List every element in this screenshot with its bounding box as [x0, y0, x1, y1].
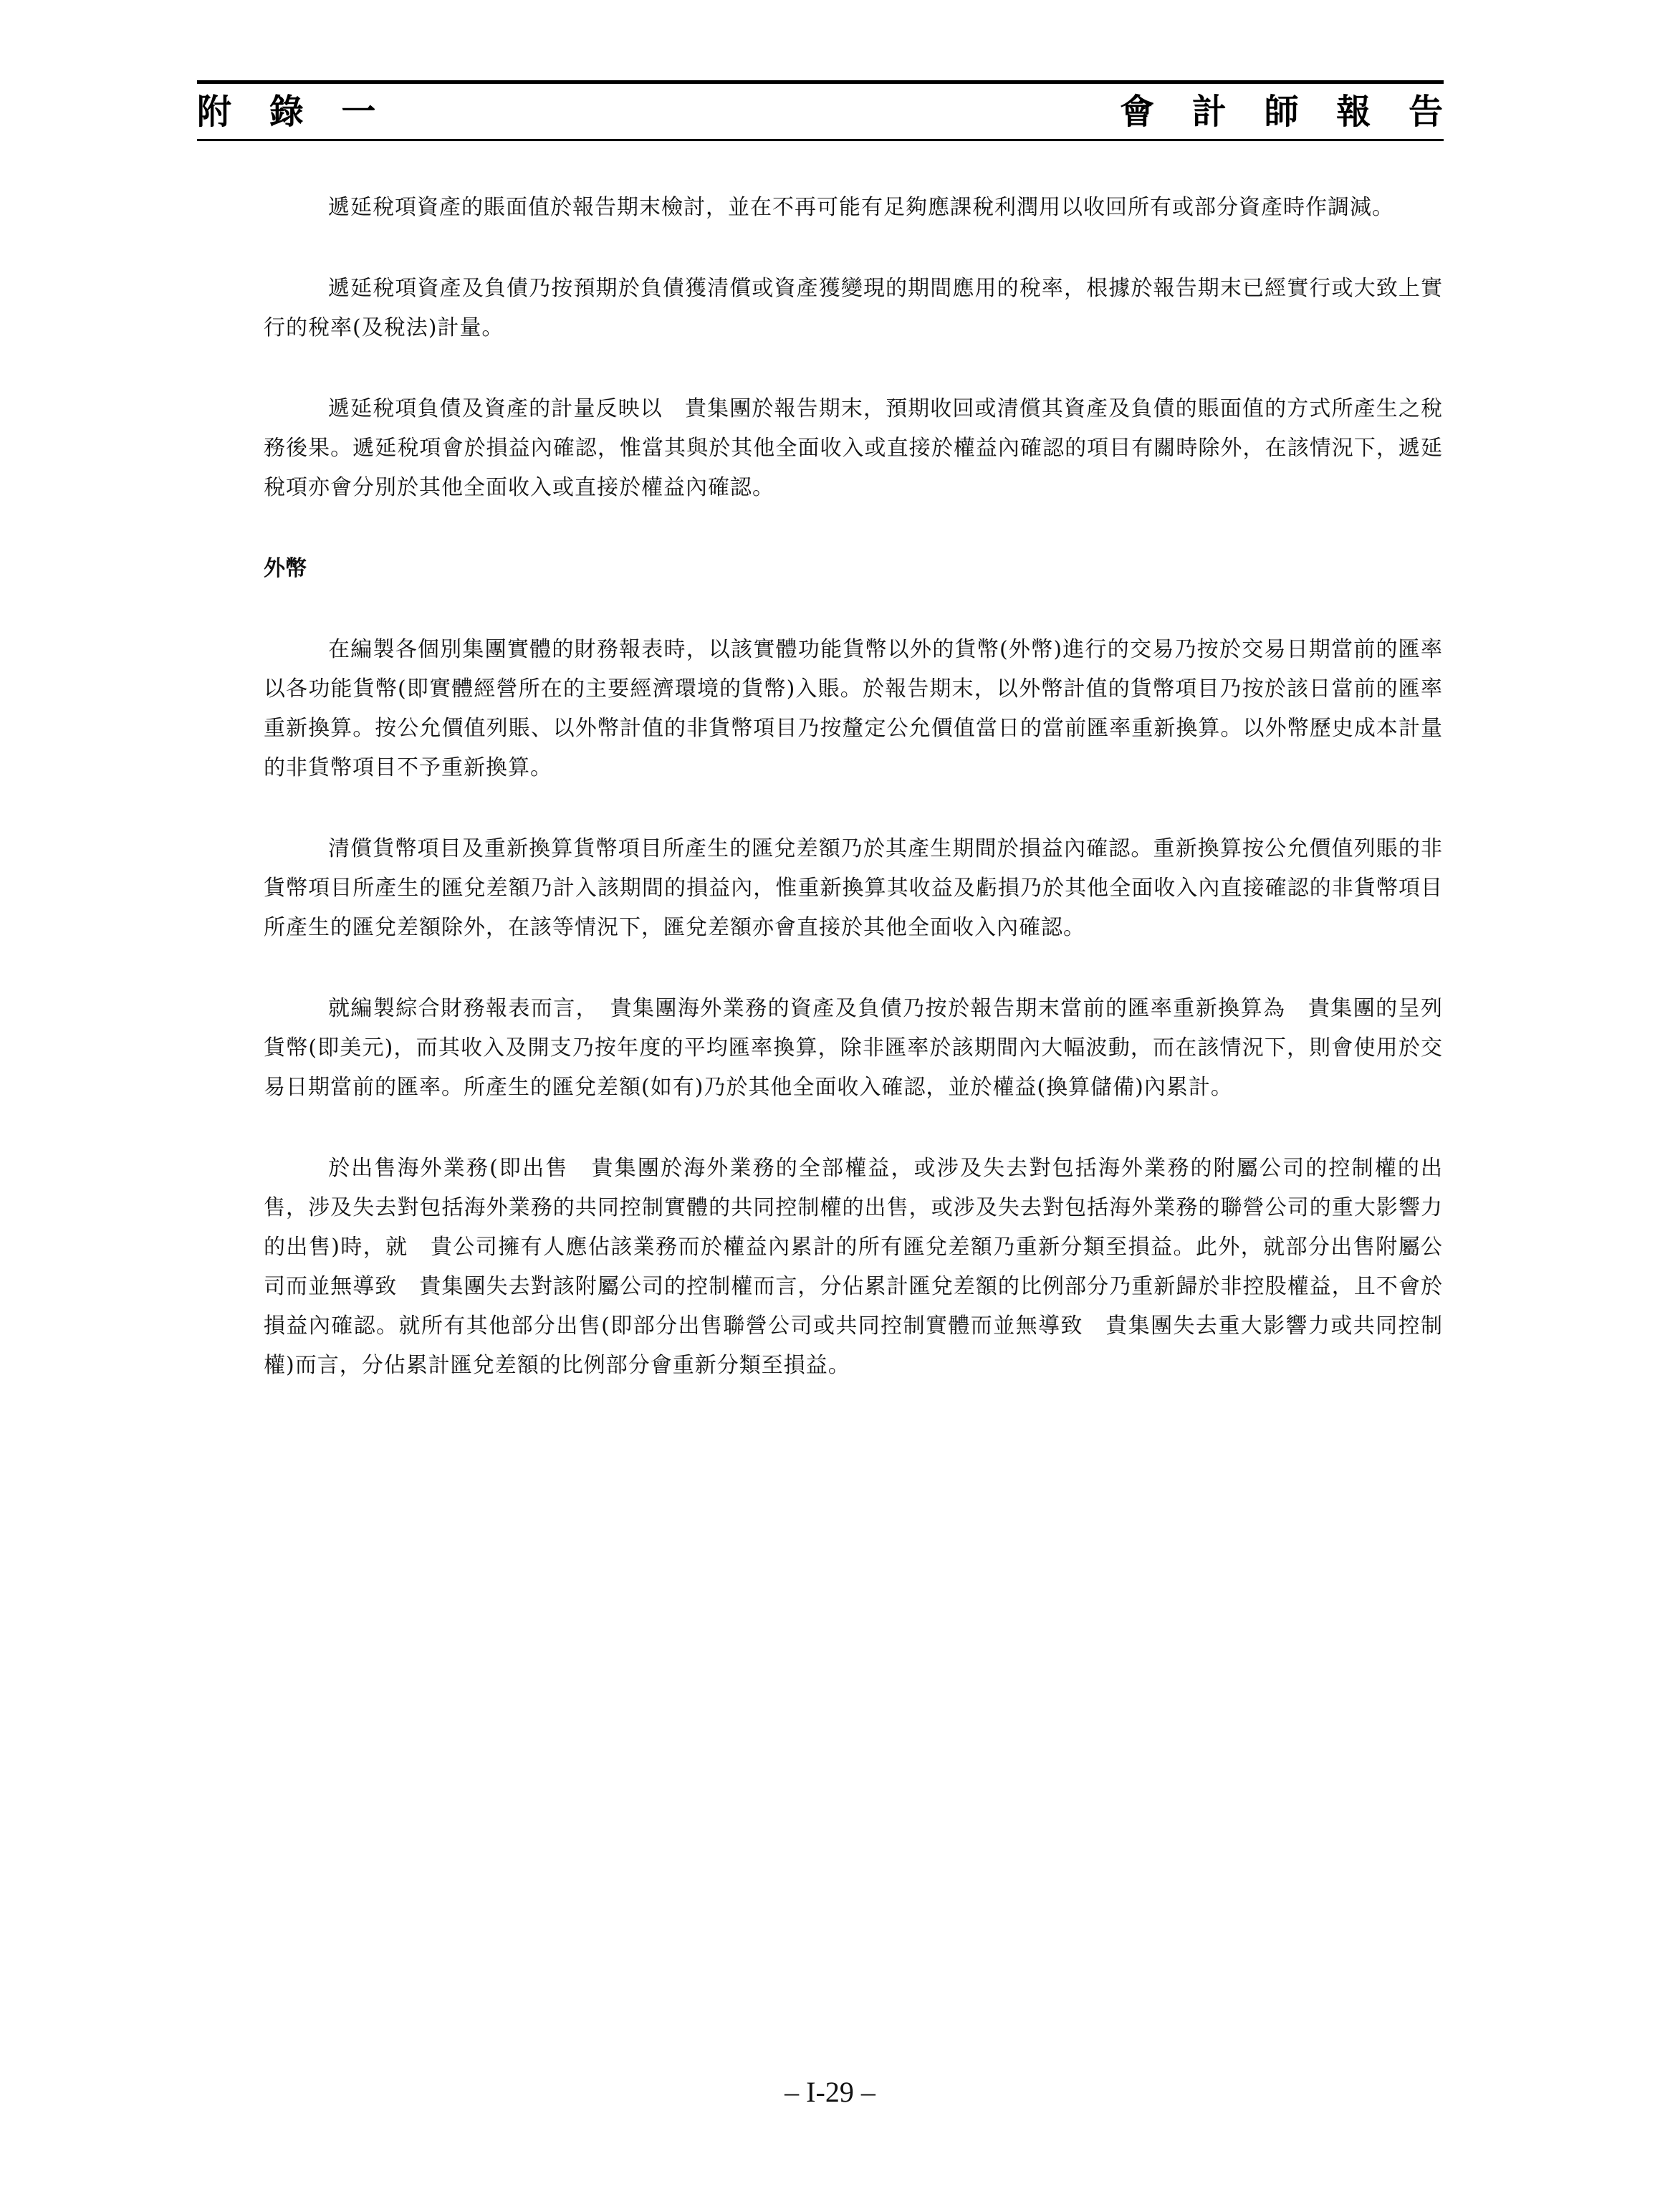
paragraph-consolidation-translation: 就編製綜合財務報表而言， 貴集團海外業務的資產及負債乃按於報告期末當前的匯率重新換算為 貴集團的呈列貨幣(即美元)，而其收入及開支乃按年度的平均匯率換算，除非匯率於該期間內大幅波動，而在該情況下，則會使用於交易日期當前的匯率。所產生的匯兌差額(如有)乃於其他全面收入確認，並於權益(換算儲備)內累計。: [264, 996, 1443, 1100]
header-top-rule: [197, 80, 1444, 84]
paragraph-disposal-foreign-operation: 於出售海外業務(即出售 貴集團於海外業務的全部權益，或涉及失去對包括海外業務的附屬公司的控制權的出售，涉及失去對包括海外業務的共同控制實體的共同控制權的出售，或涉及失去對包括海外業務的聯營公司的重大影響力的出售)時，就 貴公司擁有人應佔該業務而於權益內累計的所有匯兌差額乃重新分類至損益。此外，就部分出售附屬公司而並無導致 貴集團失去對該附屬公司的控制權而言，分佔累計匯兌差額的比例部分乃重新歸於非控股權益，且不會於損益內確認。就所有其他部分出售(即部分出售聯營公司或共同控制實體而並無導致 貴集團失去重大影響力或共同控制權)而言，分佔累計匯兌差額的比例部分會重新分類至損益。: [264, 1156, 1443, 1378]
header-bottom-rule: [197, 139, 1444, 141]
page-number: – I-29 –: [785, 2076, 875, 2108]
document-body: [264, 188, 1443, 1427]
section-title: 會 計 師 報 告: [1120, 92, 1456, 132]
appendix-title: 附 錄 一: [197, 92, 389, 132]
paragraph-foreign-currency-transactions: 在編製各個別集團實體的財務報表時，以該實體功能貨幣以外的貨幣(外幣)進行的交易乃按於交易日期當前的匯率以各功能貨幣(即實體經營所在的主要經濟環境的貨幣)入賬。於報告期末，以外幣計值的貨幣項目乃按於該日當前的匯率重新換算。按公允價值列賬、以外幣計值的非貨幣項目乃按釐定公允價值當日的當前匯率重新換算。以外幣歷史成本計量的非貨幣項目不予重新換算。: [264, 637, 1443, 780]
section-heading-foreign-currency: 外幣: [264, 556, 307, 581]
paragraph-deferred-tax-review: 遞延稅項資產的賬面值於報告期末檢討，並在不再可能有足夠應課稅利潤用以收回所有或部分資產時作調減。: [328, 195, 1394, 220]
paragraph-deferred-tax-rates: 遞延稅項資產及負債乃按預期於負債獲清償或資產獲變現的期間應用的稅率，根據於報告期末已經實行或大致上實行的稅率(及稅法)計量。: [264, 276, 1443, 340]
paragraph-deferred-tax-measurement: 遞延稅項負債及資產的計量反映以 貴集團於報告期末，預期收回或清償其資產及負債的賬面值的方式所產生之稅務後果。遞延稅項會於損益內確認，惟當其與於其他全面收入或直接於權益內確認的項目有關時除外，在該情況下，遞延稅項亦會分別於其他全面收入或直接於權益內確認。: [264, 396, 1443, 500]
paragraph-exchange-differences: 清償貨幣項目及重新換算貨幣項目所產生的匯兌差額乃於其產生期間於損益內確認。重新換算按公允價值列賬的非貨幣項目所產生的匯兌差額乃計入該期間的損益內，惟重新換算其收益及虧損乃於其他全面收入內直接確認的非貨幣項目所產生的匯兌差額除外，在該等情況下，匯兌差額亦會直接於其他全面收入內確認。: [264, 836, 1443, 940]
